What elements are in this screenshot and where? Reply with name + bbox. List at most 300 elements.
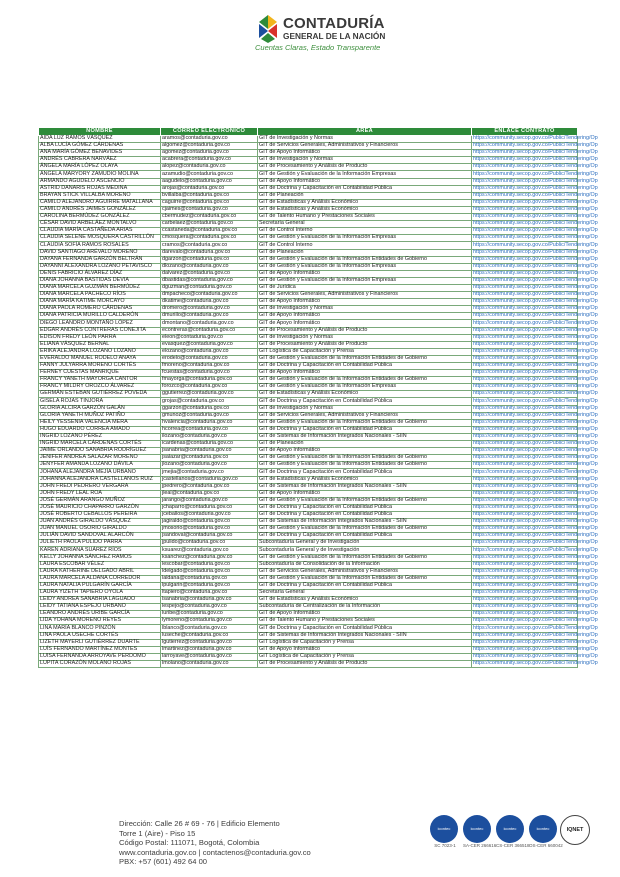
cell-contract-link[interactable]: https://community.secop.gov.co/Public/Tendering/Op	[473, 227, 598, 234]
table-row	[39, 660, 578, 667]
cell-contract-link[interactable]: https://community.secop.gov.co/Public/Tendering/Op	[473, 617, 598, 624]
cell-contract-link[interactable]: https://community.secop.gov.co/Public/Tendering/Op	[473, 149, 598, 156]
cell-email: dlozano@contaduria.gov.co	[161, 263, 258, 270]
cell-area: GIT de Gestión y Evaluación de la Información Entidades de Gobierno	[258, 554, 472, 561]
cell-name: JOSÉ GERMÁN ARANGO MUÑOZ	[39, 497, 161, 504]
cell-email: lpulgarin@contaduria.gov.co	[161, 582, 258, 589]
cell-name: JULIETH PAOLA PULIDO PARRA	[39, 540, 161, 547]
cell-area: GIT de Gestión y Evaluación de la Información Entidades de Gobierno	[258, 575, 472, 582]
cell-contract-link[interactable]: https://community.secop.gov.co/Public/Tendering/Op	[473, 440, 598, 447]
logo-subtitle: GENERAL DE LA NACIÓN	[283, 31, 386, 41]
table-row	[39, 618, 578, 625]
cell-name: LINA PAOLA USECHE CORTÉS	[39, 632, 161, 639]
cell-area: GIT de Gestión y Evaluación de la Información Empresas	[258, 384, 472, 391]
cell-contract-link[interactable]: https://community.secop.gov.co/Public/Tendering/Op	[473, 383, 598, 390]
cell-contract-link[interactable]: https://community.secop.gov.co/Public/Tendering/Op	[473, 503, 598, 510]
cell-contract-link[interactable]: https://community.secop.gov.co/Public/Tendering/Op	[473, 589, 598, 596]
cell-area: GIT de Doctrina y Capacitación en Contabilidad Pública	[258, 426, 472, 433]
cell-email: jsandoval@contaduria.gov.co	[161, 533, 258, 540]
cell-email: dromero@contaduria.gov.co	[161, 306, 258, 313]
cell-contract-link[interactable]: https://community.secop.gov.co/Public/Tendering/Op	[473, 610, 598, 617]
cell-name: ASTRID DANARIS ROJAS MEDINA	[39, 185, 161, 192]
cell-contract-link[interactable]: https://community.secop.gov.co/Public/Tendering/Op	[473, 454, 598, 461]
cell-name: LIZETH MAYERLI GUTIÉRREZ DUARTE	[39, 639, 161, 646]
cell-area: GIT de Investigación y Normas	[258, 157, 472, 164]
cell-name: ÁNGELA MARYORY ZAMUDIO MOLINA	[39, 171, 161, 178]
cell-contract-link[interactable]: https://community.secop.gov.co/Public/Tendering/Op	[473, 376, 598, 383]
cell-contract-link[interactable]: https://community.secop.gov.co/Public/Tendering/Op	[473, 518, 598, 525]
cell-name: JOSÉ MAURICIO CHAPARRO GARZÓN	[39, 504, 161, 511]
cell-contract-link[interactable]: https://community.secop.gov.co/Public/Tendering/Op	[473, 220, 598, 227]
cell-contract-link[interactable]: https://community.secop.gov.co/Public/Tendering/Op	[473, 355, 598, 361]
icontec-seal-icon: icontec	[496, 815, 524, 843]
cell-email: jcastellanos@contaduria.gov.co	[161, 476, 258, 483]
cell-contract-link[interactable]: https://community.secop.gov.co/Public/Tendering/Op	[473, 390, 598, 397]
cell-area: GIT de Procesamiento y Análisis de Producto	[258, 341, 472, 348]
cell-name: DIANA JOHANNA BASTIDAS DEVIA	[39, 277, 161, 284]
cell-email: lgutierrez@contaduria.gov.co	[161, 639, 258, 646]
cell-area: Secretaría General	[258, 590, 472, 597]
cell-area: GIT de Gestión y Evaluación de la Información Entidades de Gobierno	[258, 455, 472, 462]
cell-email: forozco@contaduria.gov.co	[161, 384, 258, 391]
cell-name: DIANA MARCELA GUZMÁN BERMÚDEZ	[39, 284, 161, 291]
icontec-seal-icon: icontec	[463, 815, 491, 843]
cell-name: CAROLINA BERMÚDEZ GONZÁLEZ	[39, 214, 161, 221]
cell-area: GIT de Gestión y Evaluación de la Información Entidades de Gobierno	[258, 497, 472, 504]
cell-name: ÁNGELA MARÍA LÓPEZ OLAYA	[39, 164, 161, 171]
logo-title: CONTADURÍA	[283, 15, 385, 32]
cell-area: GIT de Jurídica	[258, 284, 472, 291]
cell-contract-link[interactable]: https://community.secop.gov.co/Public/Tendering/Op	[473, 468, 598, 475]
cell-name: GISELA ROJAS TINJORA	[39, 398, 161, 405]
table-row	[39, 547, 578, 554]
cell-area: GIT de Gestión y Evaluación de la Información Empresas	[258, 277, 472, 284]
cell-contract-link[interactable]: https://community.secop.gov.co/Public/Tendering/Op	[473, 652, 598, 659]
cell-contract-link[interactable]: https://community.secop.gov.co/Public/Tendering/Op	[473, 234, 598, 241]
cell-name: BRAYAN STICK VILLALBA MORENO	[39, 192, 161, 199]
cell-email: bvillalba@contaduria.gov.co	[161, 192, 258, 199]
cell-name: LAURA KATHERINE DELGADO ABRIL	[39, 568, 161, 575]
cell-contract-link[interactable]: https://community.secop.gov.co/Public/Tendering/Op	[473, 269, 598, 276]
cell-area: GIT de Servicios Generales, Administrativos y Financieros	[258, 292, 472, 299]
cell-email: dmurillo@contaduria.gov.co	[161, 313, 258, 320]
cell-name: CLAUDIA MARÍA CASTAÑEDA ARIAS	[39, 228, 161, 235]
cell-contract-link[interactable]: https://community.secop.gov.co/Public/Tendering/Op	[473, 660, 598, 667]
cell-name: ERIKA ALEJANDRA LOZANO LOZANO	[39, 348, 161, 355]
cell-email: cramos@contaduria.gov.co	[161, 242, 258, 249]
footer-address: Dirección: Calle 26 # 69 - 76 | Edificio Elemento	[119, 819, 280, 828]
cell-email: lsanabria@contaduria.gov.co	[161, 597, 258, 604]
cell-email: evasquez@contaduria.gov.co	[161, 341, 258, 348]
cell-email: lescobar@contaduria.gov.co	[161, 561, 258, 568]
cell-contract-link[interactable]: https://community.secop.gov.co/Public/Tendering/Op	[473, 333, 598, 340]
cell-name: EDISON FREDY LEÓN PARRA	[39, 334, 161, 341]
cell-email: jmosorio@contaduria.gov.co	[161, 526, 258, 533]
cell-area: Secretaría General	[258, 221, 472, 228]
cell-contract-link[interactable]: https://community.secop.gov.co/Public/Tendering/Op	[473, 645, 598, 652]
iqnet-seal-icon: IQNET	[560, 815, 590, 845]
cell-email: jchaparro@contaduria.gov.co	[161, 504, 258, 511]
cell-name: JUAN ANDRÉS GIRALDO VÁSQUEZ	[39, 519, 161, 526]
cell-name: INGRID MARCELA CÁRDENAS CORTÉS	[39, 441, 161, 448]
cell-area: GIT Logística de Capacitación y Prensa	[258, 348, 472, 355]
certification-seals	[430, 815, 590, 870]
cell-contract-link[interactable]: https://community.secop.gov.co/Public/Tendering/Op	[473, 411, 598, 418]
icontec-seal	[529, 815, 563, 857]
cell-contract-link[interactable]: https://community.secop.gov.co/Public/Tendering/Op	[473, 596, 598, 603]
cell-email: fmoreno@contaduria.gov.co	[161, 363, 258, 370]
cell-email: luseche@contaduria.gov.co	[161, 632, 258, 639]
cell-area: GIT de Apoyo Informático	[258, 448, 472, 455]
cell-email: aramos@contaduria.gov.co	[161, 136, 258, 143]
cell-area: GIT de Gestión y Evaluación de la Información Entidades de Gobierno	[258, 419, 472, 426]
cell-area: GIT de Doctrina y Capacitación en Contabilidad Pública	[258, 511, 472, 518]
cell-email: caguirre@contaduria.gov.co	[161, 199, 258, 206]
cell-name: ELIANA VÁSQUEZ BERNAL	[39, 341, 161, 348]
cell-email: ksuarez@contaduria.gov.co	[161, 547, 258, 554]
cell-contract-link[interactable]: https://community.secop.gov.co/Public/Tendering/Op	[473, 284, 598, 291]
cell-area: GIT de Estadísticas y Análisis Económico	[258, 391, 472, 398]
cell-area: Subcontaduría General y de Investigación	[258, 547, 472, 554]
iqnet-seal	[560, 815, 590, 851]
cell-contract-link[interactable]: https://community.secop.gov.co/Public/Tendering/Op	[473, 156, 598, 163]
cell-contract-link[interactable]: https://community.secop.gov.co/Public/Tendering/Op	[473, 404, 598, 411]
cell-area: GIT de Estadísticas y Análisis Económico	[258, 476, 472, 483]
column-header-area: ÁREA	[258, 128, 472, 136]
cell-email: grojas@contaduria.gov.co	[161, 398, 258, 405]
cell-name: DIANA PATRICIA MURILLO CALDERÓN	[39, 313, 161, 320]
cell-email: erodelo@contaduria.gov.co	[161, 355, 258, 362]
cell-contract-link[interactable]: https://community.secop.gov.co/Public/Tendering/Op	[473, 553, 598, 560]
cell-contract-link[interactable]: https://community.secop.gov.co/Public/Tendering/Op	[473, 213, 598, 220]
cgn-emblem-icon	[255, 14, 281, 44]
cell-name: DENIS FABRICIO ÁLVAREZ DÍAZ	[39, 270, 161, 277]
cell-contract-link[interactable]: https://community.secop.gov.co/Public/Tendering/Op	[473, 305, 598, 312]
cell-email: dgarzon@contaduria.gov.co	[161, 256, 258, 263]
cell-name: LUPITA CORAZÓN MOLANO ROJAS	[39, 660, 161, 667]
cell-contract-link[interactable]: https://community.secop.gov.co/Public/Tendering/Op	[473, 255, 598, 262]
seal-code: SA-CER 266616	[463, 843, 497, 848]
cell-area: GIT de Procesamiento y Análisis de Producto	[258, 327, 472, 334]
cell-area: GIT de Gestión y Evaluación de la Información Entidades de Gobierno	[258, 377, 472, 384]
cell-email: azamudio@contaduria.gov.co	[161, 171, 258, 178]
cell-email: hcorrea@contaduria.gov.co	[161, 426, 258, 433]
cell-contract-link[interactable]: https://community.secop.gov.co/Public/Tendering/Op	[473, 184, 598, 191]
cell-email: agomez@contaduria.gov.co	[161, 150, 258, 157]
footer-tower: Torre 1 (Aire) - Piso 15	[119, 828, 196, 838]
cell-name: JUAN MANUEL OSORIO GIRALDO	[39, 526, 161, 533]
cell-area: GIT de Planeación	[258, 192, 472, 199]
cell-name: JOHN FREDY LEAL ROA	[39, 490, 161, 497]
cell-area: Subcontaduría General y de Investigación	[258, 540, 472, 547]
cell-contract-link[interactable]: https://community.secop.gov.co/Public/Tendering/Op	[473, 347, 598, 354]
icontec-seal-icon: icontec	[529, 815, 557, 843]
cell-name: FRANCY MILDRY OROZCO ÁLVAREZ	[39, 384, 161, 391]
cell-name: DIEGO LEANDRO MONTAÑO LÓPEZ	[39, 320, 161, 327]
cell-area: GIT de Gestión y Evaluación de la Información Empresas	[258, 171, 472, 178]
logo-slogan: Cuentas Claras, Estado Transparente	[255, 43, 381, 52]
cell-email: fcuestas@contaduria.gov.co	[161, 370, 258, 377]
cell-area: GIT Logística de Capacitación y Prensa	[258, 639, 472, 646]
cell-name: LAURA ESCOBAR VÉLEZ	[39, 561, 161, 568]
cell-area: GIT de Planeación	[258, 441, 472, 448]
cell-name: JOHANNA ALEJANDRA CASTELLANOS RUIZ	[39, 476, 161, 483]
cell-email: hvalencia@contaduria.gov.co	[161, 419, 258, 426]
cell-name: CAMILO ANDRÉS JAIMES GONZÁLEZ	[39, 206, 161, 213]
cell-email: aagudelo@contaduria.gov.co	[161, 178, 258, 185]
cell-area: GIT de Apoyo Informático	[258, 313, 472, 320]
cell-contract-link[interactable]: https://community.secop.gov.co/Public/Tendering/Op	[473, 397, 598, 404]
cell-name: FANNY JULYARRA MORENO CORTÉS	[39, 363, 161, 370]
table-row	[39, 398, 578, 405]
cell-contract-link[interactable]: https://community.secop.gov.co/Public/Tendering/Op	[473, 560, 598, 567]
cell-name: KELLY JOHANNA SÁNCHEZ RAMOS	[39, 554, 161, 561]
cell-contract-link[interactable]: https://community.secop.gov.co/Public/Tendering/Op	[473, 447, 598, 454]
cell-email: jsanabria@contaduria.gov.co	[161, 448, 258, 455]
cell-area: GIT de Investigación y Normas	[258, 136, 472, 143]
cell-area: GIT de Doctrina y Capacitación en Contabilidad Pública	[258, 625, 472, 632]
cell-contract-link[interactable]: https://community.secop.gov.co/Public/Tendering/Op	[473, 532, 598, 539]
cell-email: luribe@contaduria.gov.co	[161, 611, 258, 618]
cell-name: JOHANA ALEJANDRA MEJÍA URBANO	[39, 469, 161, 476]
cell-contract-link[interactable]: https://community.secop.gov.co/Public/Tendering/Op	[473, 170, 598, 177]
cell-contract-link[interactable]: https://community.secop.gov.co/Public/Tendering/Op	[473, 369, 598, 376]
cell-contract-link[interactable]: https://community.secop.gov.co/Public/Tendering/Op	[473, 496, 598, 503]
cell-contract-link[interactable]: https://community.secop.gov.co/Public/Tendering/Op	[473, 177, 598, 184]
cell-contract-link[interactable]: https://community.secop.gov.co/Public/Tendering/Op	[473, 418, 598, 425]
cell-name: EVERALDO MANUEL RODELO ANAYA	[39, 355, 161, 362]
cell-contract-link[interactable]: https://community.secop.gov.co/Public/Tendering/Op	[473, 624, 598, 631]
cell-email: lblanco@contaduria.gov.co	[161, 625, 258, 632]
cell-contract-link[interactable]: https://community.secop.gov.co/Public/Tendering/Op	[473, 206, 598, 213]
cell-area: GIT de Apoyo Informático	[258, 490, 472, 497]
cell-name: DIANA PAOLA ROMERO CÁRDENAS	[39, 306, 161, 313]
cell-area: GIT de Apoyo Informático	[258, 270, 472, 277]
cell-email: jagiraldo@contaduria.gov.co	[161, 519, 258, 526]
cell-contract-link[interactable]: https://community.secop.gov.co/Public/Tendering/Op	[473, 546, 598, 553]
cell-name: DAYANA FERNANDA GARZÓN BELTRÁN	[39, 256, 161, 263]
cell-area: GIT de Talento Humano y Prestaciones Sociales	[258, 618, 472, 625]
cell-contract-link[interactable]: https://community.secop.gov.co/Public/Tendering/Op	[473, 631, 598, 638]
cell-email: ldelgado@contaduria.gov.co	[161, 568, 258, 575]
cell-contract-link[interactable]: https://community.secop.gov.co/Public/Tendering/Op	[473, 298, 598, 305]
table-row	[39, 625, 578, 632]
table-row	[39, 320, 578, 327]
cell-email: jmejia@contaduria.gov.co	[161, 469, 258, 476]
cell-email: darevalo@contaduria.gov.co	[161, 249, 258, 256]
cell-area: GIT de Estadísticas y Análisis Económico	[258, 199, 472, 206]
icontec-seal	[463, 815, 497, 857]
cell-email: alopez@contaduria.gov.co	[161, 164, 258, 171]
cell-name: ALBA LUCÍA GÓMEZ CÁRDENAS	[39, 143, 161, 150]
cell-email: cmosquera@contaduria.gov.co	[161, 235, 258, 242]
cell-email: jsalazar@contaduria.gov.co	[161, 455, 258, 462]
cell-name: DIANA MARCELA PACHECO RÍOS	[39, 292, 161, 299]
cell-email: dbastidas@contaduria.gov.co	[161, 277, 258, 284]
column-header-name: NOMBRE	[39, 128, 161, 136]
cell-area: GIT de Sistemas de Información Integrados Nacionales - SIIN	[258, 433, 472, 440]
cell-area: GIT de Apoyo Informático	[258, 370, 472, 377]
cell-area: GIT de Investigación y Normas	[258, 334, 472, 341]
cell-contract-link[interactable]: https://community.secop.gov.co/Public/Tendering/Op	[473, 191, 598, 198]
cell-contract-link[interactable]: https://community.secop.gov.co/Public/Tendering/Op	[473, 603, 598, 610]
cell-area: GIT de Doctrina y Capacitación en Contabilidad Pública	[258, 469, 472, 476]
cell-name: ARMANDO AGUDELO ASCENCIO	[39, 178, 161, 185]
cell-contract-link[interactable]: https://community.secop.gov.co/Public/Tendering/Op	[473, 142, 598, 149]
cell-area: GIT de Servicios Generales, Administrativos y Financieros	[258, 568, 472, 575]
cell-area: GIT de Talento Humano y Prestaciones Sociales	[258, 214, 472, 221]
cell-contract-link[interactable]: https://community.secop.gov.co/Public/Tendering/Op	[473, 461, 598, 468]
table-row	[39, 313, 578, 320]
cell-contract-link[interactable]: https://community.secop.gov.co/Public/Tendering/Op	[473, 340, 598, 347]
cell-area: GIT de Gestión y Evaluación de la Información Entidades de Gobierno	[258, 462, 472, 469]
cell-email: ksanchez@contaduria.gov.co	[161, 554, 258, 561]
cell-name: FRANCY YANETH MAYORGA CANTOR	[39, 377, 161, 384]
cell-contract-link[interactable]: https://community.secop.gov.co/Public/Tendering/Op	[473, 262, 598, 269]
cell-email: lymoreno@contaduria.gov.co	[161, 618, 258, 625]
cell-email: carbelaez@contaduria.gov.co	[161, 221, 258, 228]
cell-contract-link[interactable]: https://community.secop.gov.co/Public/Tendering/Op	[473, 276, 598, 283]
cell-email: dguzman@contaduria.gov.co	[161, 284, 258, 291]
cell-area: GIT de Doctrina y Capacitación en Contabilidad Pública	[258, 363, 472, 370]
footer-web-email[interactable]: www.contaduria.gov.co | contactenos@contaduria.gov.co	[119, 847, 311, 857]
cell-email: ggutierrez@contaduria.gov.co	[161, 391, 258, 398]
cell-name: CAMILO ALEJANDRO AGUIRRE MATALLANA	[39, 199, 161, 206]
seal-code: OS-CER 660042	[529, 843, 563, 848]
cell-contract-link[interactable]: https://community.secop.gov.co/Public/Tendering/Op	[473, 241, 598, 248]
cell-area: Subcontaduría de Centralización de la Información	[258, 604, 472, 611]
table-row	[39, 171, 578, 178]
cell-area: GIT de Apoyo Informático	[258, 611, 472, 618]
cell-email: lmolano@contaduria.gov.co	[161, 660, 258, 667]
cell-email: larroyave@contaduria.gov.co	[161, 653, 258, 660]
table-row	[39, 242, 578, 249]
cell-name: FERNEY CUESTAS MANRIQUE	[39, 370, 161, 377]
cell-name: AIDA LUZ RAMOS VÁSQUEZ	[39, 136, 161, 143]
cell-name: LAURA MARCELA ALDANA CORREDOR	[39, 575, 161, 582]
cell-email: jpulido@contaduria.gov.co	[161, 540, 258, 547]
seal-code: SC 7023-1	[434, 843, 456, 848]
cell-area: GIT de Doctrina y Capacitación en Contabilidad Pública	[258, 185, 472, 192]
cell-name: KAREN ADRIANA SUÁREZ RÍOS	[39, 547, 161, 554]
cell-contract-link[interactable]: https://community.secop.gov.co/Public/Tendering/Op	[473, 475, 598, 482]
cell-name: DAVID SANTIAGO ARÉVALO MORENO	[39, 249, 161, 256]
cell-name: EDGAR ANDRÉS CONTRERAS CONEJITA	[39, 327, 161, 334]
cell-area: GIT de Doctrina y Capacitación en Contabilidad Pública	[258, 582, 472, 589]
cell-email: ltapiero@contaduria.gov.co	[161, 590, 258, 597]
cell-area: GIT de Estadísticas y Análisis Económico	[258, 597, 472, 604]
cell-name: DAYANNI ALEXANDRA LOZANO PETAVISCO	[39, 263, 161, 270]
cell-name: GLORIA YANETH MUÑOZ PATIÑO	[39, 412, 161, 419]
cell-email: jceballos@contaduria.gov.co	[161, 511, 258, 518]
cell-name: CLAUDIA SOFÍA RAMOS ROSALES	[39, 242, 161, 249]
cell-area: GIT Logística de Capacitación y Prensa	[258, 653, 472, 660]
cell-contract-link[interactable]: https://community.secop.gov.co/Public/Tendering/Op	[473, 489, 598, 496]
cell-name: LIDA YOHANA MORENO REYES	[39, 618, 161, 625]
cell-area: GIT de Sistemas de Información Integrados Nacionales - SIIN	[258, 519, 472, 526]
cell-email: eleon@contaduria.gov.co	[161, 334, 258, 341]
cell-contract-link[interactable]: https://community.secop.gov.co/Public/Tendering/Op	[473, 248, 598, 255]
cell-contract-link[interactable]: https://community.secop.gov.co/Public/Tendering/Op	[473, 582, 598, 588]
cell-email: jlozano@contaduria.gov.co	[161, 462, 258, 469]
cell-contract-link[interactable]: https://community.secop.gov.co/Public/Tendering/Op	[473, 539, 598, 546]
table-row	[39, 462, 578, 469]
cell-area: GIT de Apoyo Informático	[258, 178, 472, 185]
cell-area: GIT de Gestión y Evaluación de la Información Entidades de Gobierno	[258, 526, 472, 533]
cell-name: JOSÉ ROBERTO CEBALLOS PEREIRA	[39, 511, 161, 518]
cell-area: GIT de Apoyo Informático	[258, 320, 472, 327]
contractors-table	[38, 127, 598, 668]
column-header-contract-link: ENLACE CONTRATO	[472, 128, 578, 136]
cell-email: dkatime@contaduria.gov.co	[161, 299, 258, 306]
cell-name: HUGO EDUARDO CORREA AMADO	[39, 426, 161, 433]
cell-area: GIT de Procesamiento y Análisis de Producto	[258, 660, 472, 667]
cell-email: dmontano@contaduria.gov.co	[161, 320, 258, 327]
cell-contract-link[interactable]: https://community.secop.gov.co/Public/Tendering/Op	[473, 135, 598, 142]
cell-contract-link[interactable]: https://community.secop.gov.co/Public/Tendering/Op	[473, 574, 598, 581]
cell-area: GIT de Apoyo Informático	[258, 150, 472, 157]
cell-email: elozano@contaduria.gov.co	[161, 348, 258, 355]
cgn-logo	[255, 14, 385, 54]
cell-area: GIT de Apoyo Informático	[258, 299, 472, 306]
table-row	[39, 469, 578, 476]
cell-area: GIT de Doctrina y Capacitación en Contabilidad Pública	[258, 504, 472, 511]
cell-contract-link[interactable]: https://community.secop.gov.co/Public/Tendering/Op	[473, 482, 598, 489]
cell-name: GLORIA ALCIRA GARZÓN GALÁN	[39, 405, 161, 412]
cell-contract-link[interactable]: https://community.secop.gov.co/Public/Tendering/Op	[473, 198, 598, 205]
cell-contract-link[interactable]: https://community.secop.gov.co/Public/Tendering/Op	[473, 163, 598, 170]
cell-area: GIT de Doctrina y Capacitación en Contabilidad Pública	[258, 398, 472, 405]
cell-contract-link[interactable]: https://community.secop.gov.co/Public/Tendering/Op	[473, 638, 598, 645]
cell-contract-link[interactable]: https://community.secop.gov.co/Public/Tendering/Op	[473, 511, 598, 518]
cell-contract-link[interactable]: https://community.secop.gov.co/Public/Tendering/Op	[473, 291, 598, 298]
cell-email: cjaimes@contaduria.gov.co	[161, 206, 258, 213]
cell-area: GIT de Investigación y Normas	[258, 306, 472, 313]
cell-contract-link[interactable]: https://community.secop.gov.co/Public/Tendering/Op	[473, 433, 598, 440]
cell-contract-link[interactable]: https://community.secop.gov.co/Public/Tendering/Op	[473, 312, 598, 319]
cell-name: HEILY YESSENIA VALENCIA MERA	[39, 419, 161, 426]
cell-email: jarango@contaduria.gov.co	[161, 497, 258, 504]
cell-name: LINA MARÍA BLANCO PINZÓN	[39, 625, 161, 632]
cell-contract-link[interactable]: https://community.secop.gov.co/Public/Tendering/Op	[473, 525, 598, 532]
cell-email: algomez@contaduria.gov.co	[161, 143, 258, 150]
cell-contract-link[interactable]: https://community.secop.gov.co/Public/Tendering/Op	[473, 425, 598, 432]
cell-area: GIT de Control Interno	[258, 242, 472, 249]
cell-name: INGRID LOZANO PÉREZ	[39, 433, 161, 440]
cell-email: arojas@contaduria.gov.co	[161, 185, 258, 192]
cell-email: cbermudez@contaduria.gov.co	[161, 214, 258, 221]
cell-contract-link[interactable]: https://community.secop.gov.co/Public/Tendering/Op	[473, 362, 598, 369]
cell-email: acabrera@contaduria.gov.co	[161, 157, 258, 164]
footer-postal-code: Código Postal: 111071, Bogotá, Colombia	[119, 838, 260, 847]
cell-name: LEIDY ANDREA SANABRIA LAGUADO	[39, 597, 161, 604]
cell-contract-link[interactable]: https://community.secop.gov.co/Public/Tendering/Op	[473, 326, 598, 333]
cell-email: icardenas@contaduria.gov.co	[161, 441, 258, 448]
cell-area: GIT de Sistemas de Información Integrados Nacionales - SIIN	[258, 483, 472, 490]
cell-name: ANDRÉS CABRERA NARVÁEZ	[39, 157, 161, 164]
table-row	[39, 391, 578, 398]
cell-area: GIT de Gestión y Evaluación de la Información Empresas	[258, 263, 472, 270]
cell-email: jpedrero@contaduria.gov.co	[161, 483, 258, 490]
cell-email: ilozano@contaduria.gov.co	[161, 433, 258, 440]
icontec-seal-icon: icontec	[430, 815, 458, 843]
cell-area: GIT de Servicios Generales, Administrativos y Financieros	[258, 143, 472, 150]
cell-contract-link[interactable]: https://community.secop.gov.co/Public/Tendering/Op	[473, 319, 598, 326]
cell-name: JULIÁN DAVID SANDOVAL ALARCÓN	[39, 533, 161, 540]
cell-email: lmartinez@contaduria.gov.co	[161, 646, 258, 653]
icontec-seal	[430, 815, 460, 857]
cell-contract-link[interactable]: https://community.secop.gov.co/Public/Tendering/Op	[473, 567, 598, 574]
